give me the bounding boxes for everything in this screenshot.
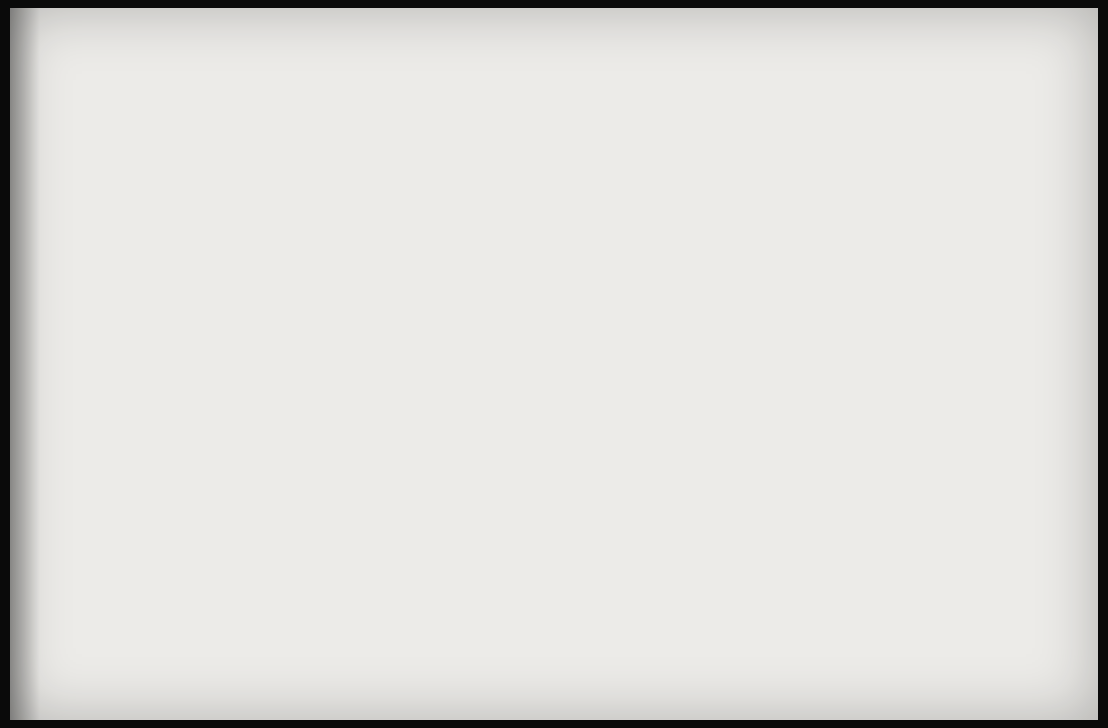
- scan-shadow: [10, 8, 40, 720]
- scanned-page: [10, 8, 1098, 720]
